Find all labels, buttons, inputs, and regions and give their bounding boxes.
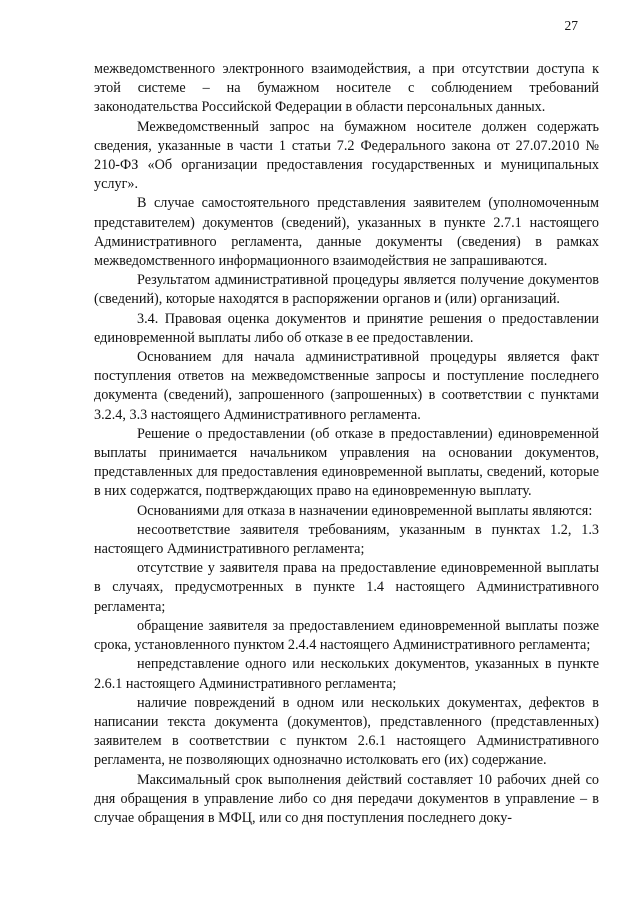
paragraph-request-paper: Межведомственный запрос на бумажном носителе должен содержать сведения, указанные в части 1 статьи 7.2 Федерального закона от 27.07.2010 № 210-ФЗ «Об организации предоставления государственных и муниципальных услуг». (94, 118, 599, 193)
paragraph-max-term: Максимальный срок выполнения действий составляет 10 рабочих дней со дня обращения в управление либо со дня передачи документов в управление – в случае обращения в МФЦ, или со дня поступления последнего доку- (94, 771, 599, 826)
document-body (94, 60, 599, 828)
page-number: 27 (564, 18, 578, 33)
paragraph-procedure-basis: Основанием для начала административной процедуры является факт поступления ответов на межведомственные запросы и поступление последнего документа (сведений), запрошенного (запрошенных) в соответствии с пунктами 3.2.4, 3.3 настоящего Административного регламента. (94, 349, 599, 423)
paragraph-decision: Решение о предоставлении (об отказе в предоставлении) единовременной выплаты принимается начальником управления на основании документов, представленных для предоставления единовременной выплаты, сведений, которые в них содержатся, подтверждающих право на единовременную выплату. (94, 425, 599, 500)
list-item-refusal-1: несоответствие заявителя требованиям, указанным в пунктах 1.2, 1.3 настоящего Административного регламента; (94, 521, 599, 558)
list-item-refusal-2: отсутствие у заявителя права на предоставление единовременной выплаты в случаях, предусмотренных в пункте 1.4 настоящего Административного регламента; (94, 560, 599, 615)
paragraph-self-submission: В случае самостоятельного представления заявителем (уполномоченным представителем) документов (сведений), указанных в пункте 2.7.1 настоящего Административного регламента, данные документы (сведения) в рамках межведомственного информационного взаимодействия не запрашиваются. (94, 195, 599, 270)
list-item-refusal-3: обращение заявителя за предоставлением единовременной выплаты позже срока, установленного пунктом 2.4.4 настоящего Административного регламента; (94, 617, 599, 654)
paragraph-refusal-grounds: Основаниями для отказа в назначении единовременной выплаты являются: (137, 502, 593, 519)
section-heading-3-4: 3.4. Правовая оценка документов и принятие решения о предоставлении единовременной выплаты либо об отказе в ее предоставлении. (94, 310, 599, 346)
list-item-refusal-5: наличие повреждений в одном или нескольких документах, дефектов в написании текста документа (документов), представленного (представленных) заявителем в соответствии с пунктом 2.6.1 настоящего Административного регламента, не позволяющих однозначно истолковать его (их) содержание. (94, 694, 599, 769)
paragraph-continuation: межведомственного электронного взаимодействия, а при отсутствии доступа к этой системе – на бумажном носителе с соблюдением требований законодательства Российской Федерации в области персональных данных. (94, 61, 599, 116)
list-item-refusal-4: непредставление одного или нескольких документов, указанных в пункте 2.6.1 настоящего Административного регламента; (94, 656, 599, 692)
paragraph-procedure-result: Результатом административной процедуры является получение документов (сведений), которые находятся в распоряжении органов и (или) организаций. (94, 272, 599, 308)
